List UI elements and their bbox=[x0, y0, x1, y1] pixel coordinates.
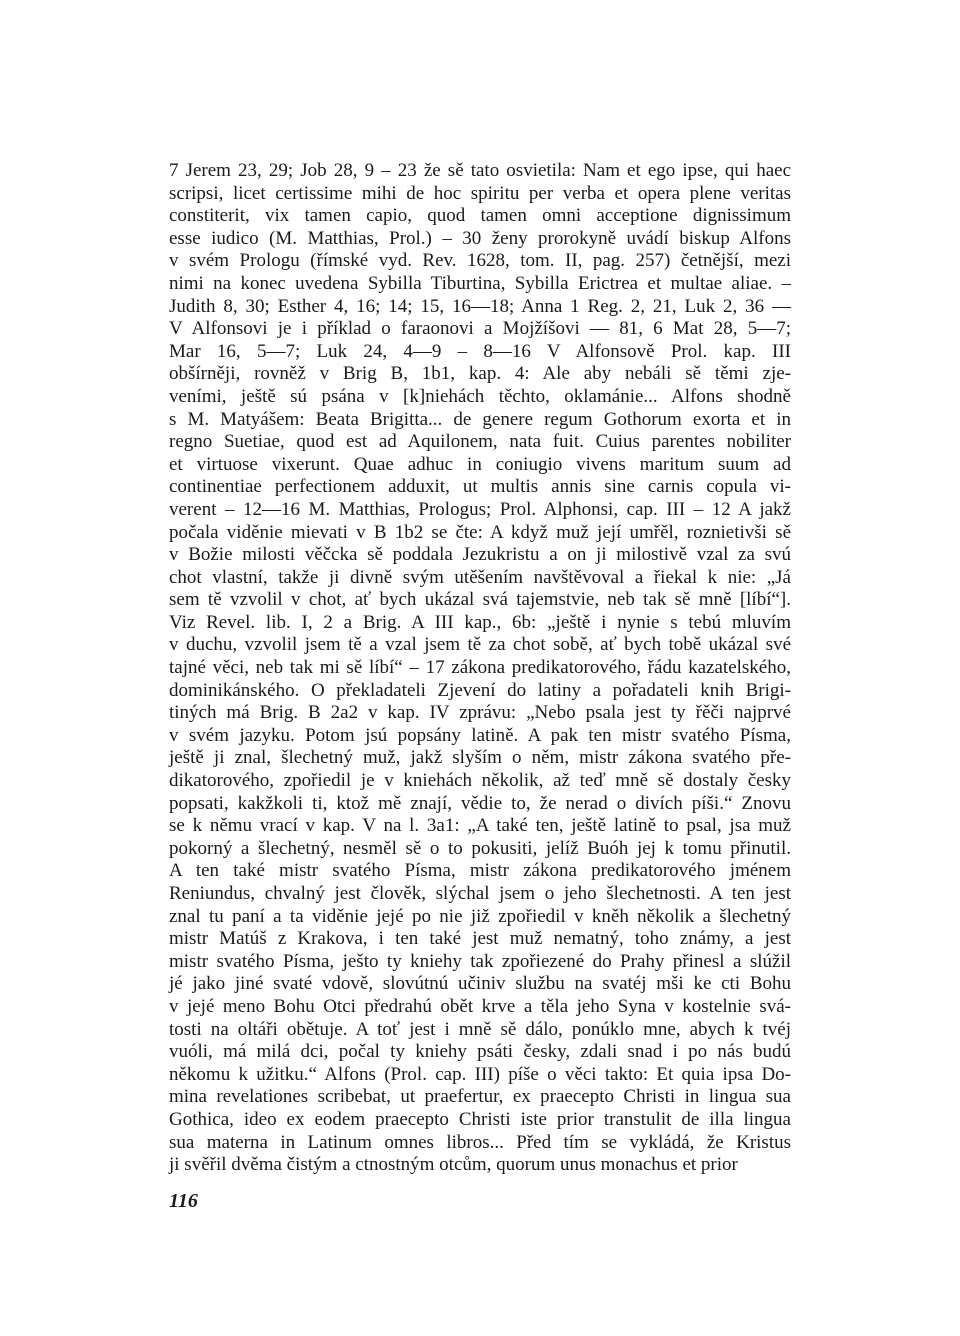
text-line: vuóli, má milá dci, počal ty kniehy psáti česky, zdali snad i po nás budú bbox=[169, 1041, 791, 1063]
text-line: dominikánského. O překladateli Zjevení do latiny a pořadateli knih Brigi- bbox=[169, 679, 791, 701]
text-line: sem tě vzvolil v chot, ať bych ukázal svá tajemstvie, neb tak sě mně [líbí“]. bbox=[169, 589, 791, 611]
text-line: continentiae perfectionem adduxit, ut multis annis sine carnis copula vi- bbox=[169, 476, 791, 498]
text-line: tajné věci, neb tak mi sě líbí“ – 17 zákona predikatorového, řádu kazatelského, bbox=[169, 657, 791, 679]
text-line: 7 Jerem 23, 29; Job 28, 9 – 23 že sě tato osvietila: Nam et ego ipse, qui haec bbox=[169, 160, 791, 181]
text-line: v duchu, vzvolil jsem tě a vzal jsem tě za chot sobě, ať bych tobě ukázal své bbox=[169, 634, 791, 656]
text-line: s M. Matyášem: Beata Brigitta... de genere regum Gothorum exorta et in bbox=[169, 408, 791, 430]
text-line: esse iudico (M. Matthias, Prol.) – 30 ženy prorokyně uvádí biskup Alfons bbox=[169, 227, 791, 249]
text-line: dikatorového, zpořiedil je v kniehách několik, až teď mně sě dostaly česky bbox=[169, 770, 791, 792]
text-line: regno Suetiae, quod est ad Aquilonem, nata fuit. Cuius parentes nobiliter bbox=[169, 431, 791, 453]
text-line: V Alfonsovi je i příklad o faraonovi a Mojžíšovi — 81, 6 Mat 28, 5—7; bbox=[169, 318, 791, 340]
text-line: et virtuose vixerunt. Quae adhuc in coniugio vivens maritum suum ad bbox=[169, 453, 791, 475]
text-line: pokorný a šlechetný, nesměl sě o to pokusiti, jelíž Buóh jej k tomu přinutil. bbox=[169, 837, 791, 859]
text-line: Mar 16, 5—7; Luk 24, 4—9 – 8—16 V Alfonsově Prol. kap. III bbox=[169, 340, 791, 362]
text-line: Reniundus, chvalný jest člověk, slýchal jsem o jeho šlechetnosti. A ten jest bbox=[169, 883, 791, 904]
text-line: popsati, kakžkoli ti, ktož mě znají, vědie to, že nerad o divích píši.“ Znovu bbox=[169, 792, 791, 814]
text-line: veními, ještě sú psána v [k]niehách těchto, oklamánie... Alfons shodně bbox=[169, 385, 791, 407]
text-line: tosti na oltáři obětuje. A toť jest i mně sě dálo, ponúklo mne, abych k tvéj bbox=[169, 1018, 791, 1040]
text-line: verent – 12—16 M. Matthias, Prologus; Prol. Alphonsi, cap. III – 12 A jakž bbox=[169, 498, 791, 520]
text-line: znal tu paní a ta viděnie jejé po nie již zpořiedil v kněh několik a šlechetný bbox=[169, 905, 791, 927]
commentary-text-block bbox=[169, 160, 791, 1177]
text-line: A ten také mistr svatého Písma, mistr zákona predikatorového jménem bbox=[169, 860, 791, 882]
text-line: ještě ji znal, šlechetný muž, jakž slyším o něm, mistr zákona svatého pře- bbox=[169, 747, 791, 769]
text-line: sua materna in Latinum omnes libros... Před tím se vykládá, že Kristus bbox=[169, 1131, 791, 1153]
text-line: v Božie milosti věčcka sě poddala Jezukristu a on ji milostivě vzal za svú bbox=[169, 544, 791, 566]
text-line: obšírněji, rovněž v Brig B, 1b1, kap. 4: Ale aby nebáli sě těmi zje- bbox=[169, 363, 791, 385]
text-line: tiných má Brig. B 2a2 v kap. IV zprávu: „Nebo psala jest ty řěči najprvé bbox=[169, 702, 791, 724]
text-line: někomu k užitku.“ Alfons (Prol. cap. III) píše o věci takto: Et quia ipsa Do- bbox=[169, 1063, 791, 1085]
text-line: mistr Matúš z Krakova, i ten také jest muž nematný, toho známy, a jest bbox=[169, 928, 791, 950]
text-line: v jejé meno Bohu Otci předrahú obět krve a těla jeho Syna v kostelnie svá- bbox=[169, 995, 791, 1017]
text-line: nimi na konec uvedena Sybilla Tiburtina, Sybilla Erictrea et multae aliae. – bbox=[169, 272, 791, 294]
text-line: se k němu vrací v kap. V na l. 3a1: „A také ten, ještě latině to psal, jsa muž bbox=[169, 815, 791, 837]
text-line: Viz Revel. lib. I, 2 a Brig. A III kap., 6b: „ještě i nynie s tebú mluvím bbox=[169, 611, 791, 633]
text-line: jé jako jiné svaté vdově, slovútnú učiniv službu na svatéj mši ke cti Bohu bbox=[169, 973, 791, 995]
page-number: 116 bbox=[169, 1190, 198, 1212]
text-line: v svém Prologu (římské vyd. Rev. 1628, tom. II, pag. 257) četnější, mezi bbox=[169, 250, 791, 272]
text-line: v svém jazyku. Potom jsú popsány latině. A pak ten mistr svatého Písma, bbox=[169, 724, 791, 746]
text-line: Gothica, ideo ex eodem praecepto Christi iste prior transtulit de illa lingua bbox=[169, 1108, 791, 1130]
text-line: počala viděnie mievati v B 1b2 se čte: A když muž její umřěl, roznietivši sě bbox=[169, 521, 791, 543]
text-line: ji svěřil dvěma čistým a ctnostným otcům, quorum unus monachus et prior bbox=[169, 1154, 738, 1176]
text-line: mina revelationes scribebat, ut praefertur, ex praecepto Christi in lingua sua bbox=[169, 1086, 791, 1108]
text-line: mistr svatého Písma, ješto ty kniehy tak zpořiezené do Prahy přinesl a slúžil bbox=[169, 950, 791, 972]
text-line: constiterit, vix tamen capio, quod tamen omni acceptione dignissimum bbox=[169, 205, 791, 227]
text-line: Judith 8, 30; Esther 4, 16; 14; 15, 16—18; Anna 1 Reg. 2, 21, Luk 2, 36 — bbox=[169, 295, 791, 317]
text-line: scripsi, licet certissime mihi de hoc spiritu per verba et opera plene veritas bbox=[169, 182, 791, 204]
text-line: chot vlastní, takže ji divně svým utěšením navštěvoval a řiekal k nie: „Já bbox=[169, 566, 791, 588]
